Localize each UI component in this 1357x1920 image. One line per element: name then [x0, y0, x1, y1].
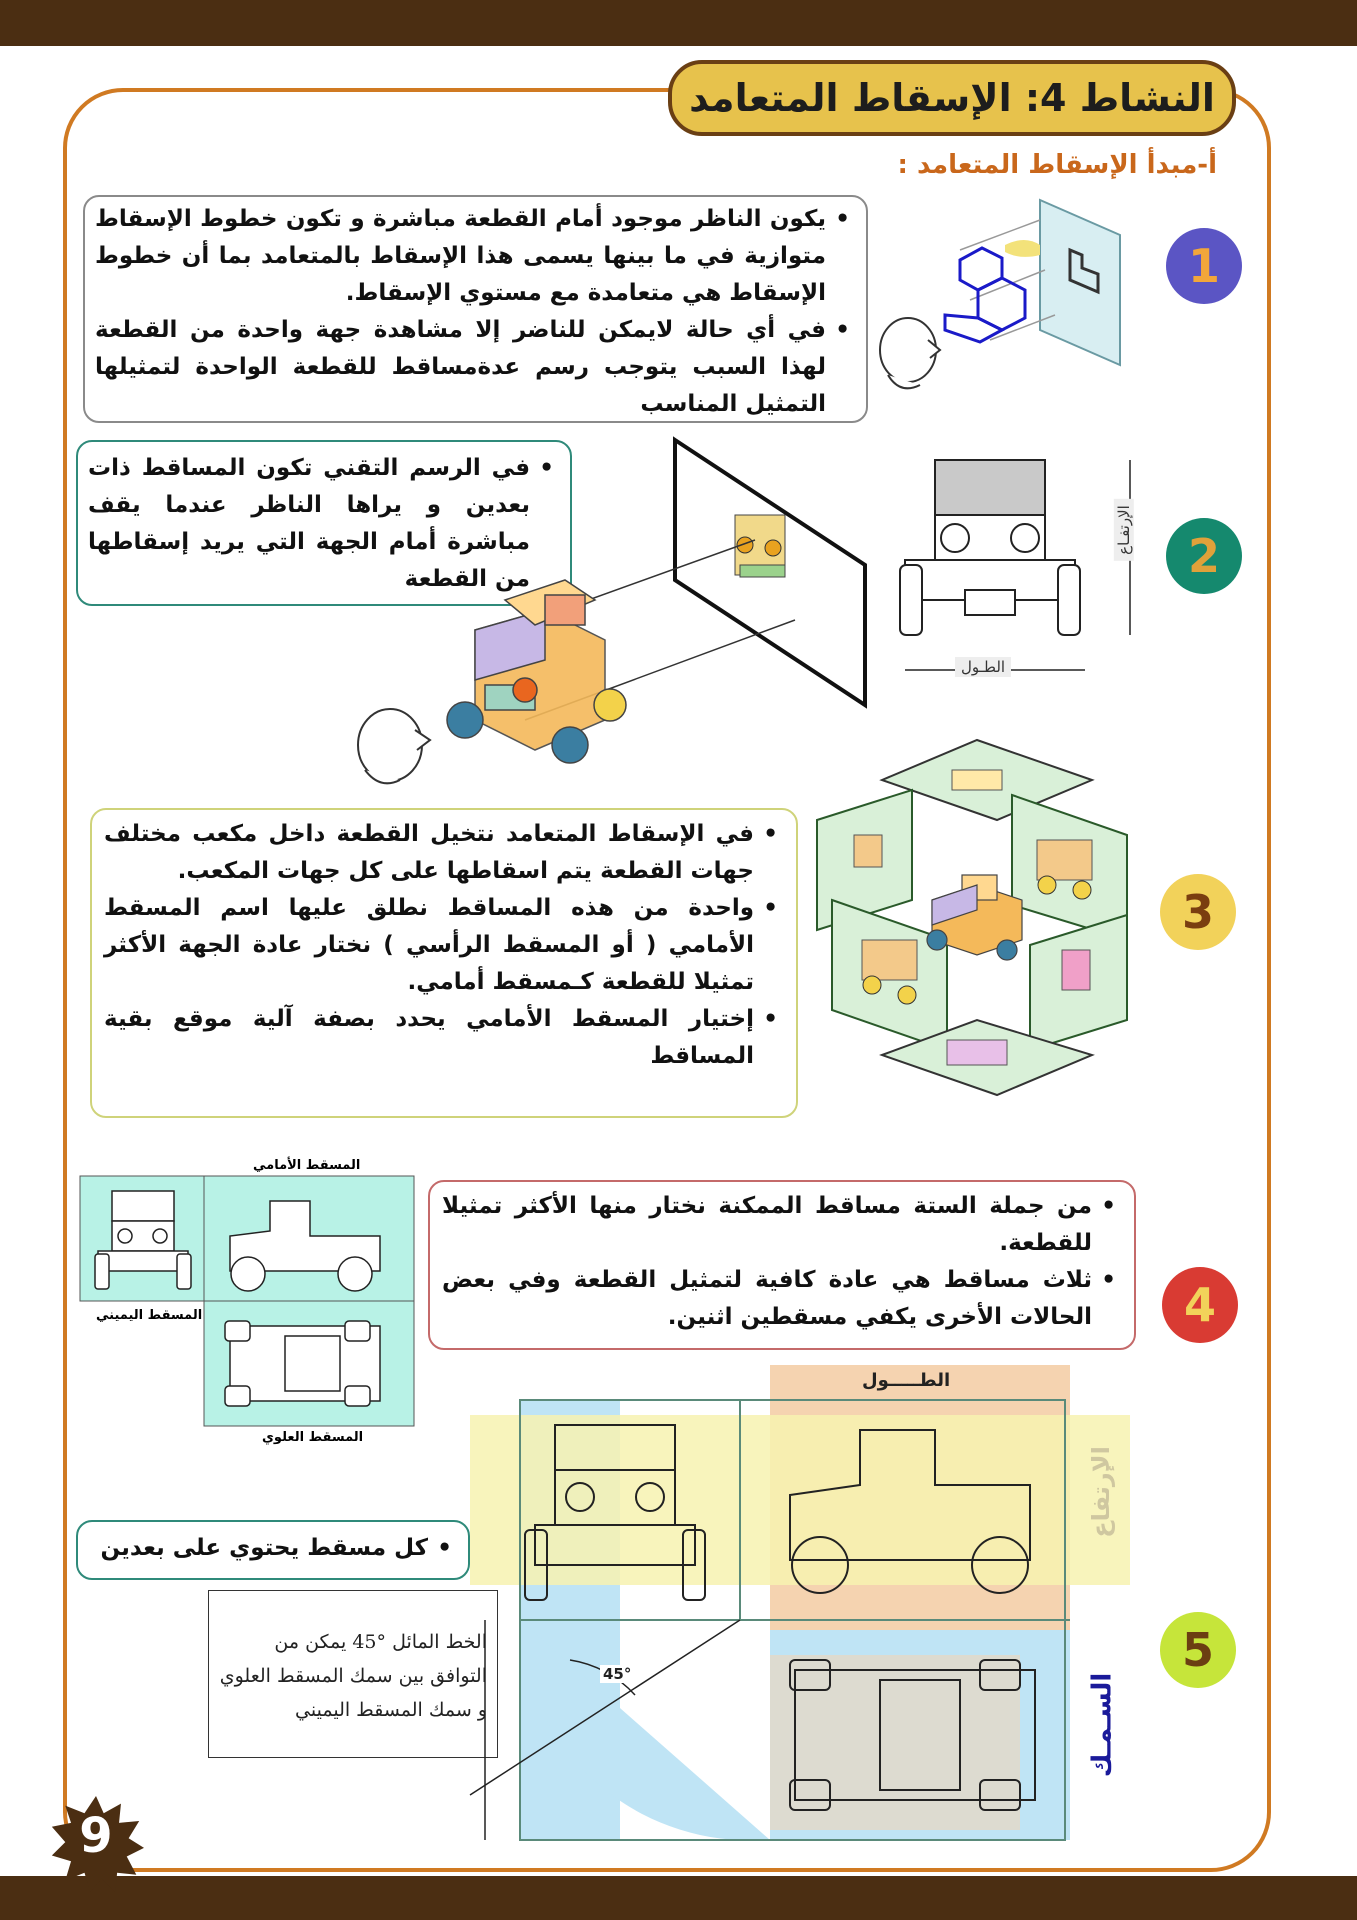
step5-dimension-projection-drawing [470, 1365, 1150, 1845]
step3-bullet: • واحدة من هذه المساقط نطلق عليها اسم المسقط الأمامي ( أو المسقط الرأسي ) نختار عادة الجهة الأكثر تمثيلا للقطعة كـمسقط أمامي. [104, 890, 754, 1001]
car-isometric-icon [447, 580, 626, 763]
step1-number-badge [1166, 228, 1242, 304]
step2-bullet: • في الرسم التقني تكون المساقط ذات بعدين و يراها الناظر عندما يقف مباشرة أمام الجهة التي يريد إسقاطها من القطعة [88, 450, 530, 598]
step4-number: 4 [1183, 1278, 1216, 1332]
step5-note-line: التوافق بين سمك المسقط العلوي [219, 1665, 487, 1687]
step4-bullet: • ثلاث مساقط هي عادة كافية لتمثيل القطعة وفي بعض الحالات الأخرى يكفي مسقطين اثنين. [442, 1262, 1092, 1336]
step2-front-view-drawing [895, 455, 1145, 685]
step1-bullet: • في أي حالة لايمكن للناضر إلا مشاهدة جهة واحدة من القطعة لهذا السبب يتوجب رسم عدةمساقط للقطعة الواحدة لتمثيلها التمثيل المناسب [95, 312, 826, 423]
page-title: النشاط 4: الإسقاط المتعامد [689, 76, 1215, 120]
step3-number: 3 [1181, 885, 1214, 939]
step3-bullet: • إختيار المسقط الأمامي يحدد بصفة آلية موقع بقية المساقط [104, 1001, 754, 1075]
step1-illustration [870, 190, 1130, 400]
step2-height-label: الإرتفـاع [1114, 499, 1134, 561]
step2-number-badge [1166, 518, 1242, 594]
section-subtitle: أ-مبدأ الإسقاط المتعامد : [897, 150, 1217, 180]
step5-note-box [208, 1590, 498, 1758]
step1-number: 1 [1187, 239, 1220, 293]
step5-thickness-label: السـمـك [1087, 1672, 1118, 1778]
viewer-head-icon [358, 709, 430, 783]
step4-front-view-label: المسقط الأمامي [253, 1158, 361, 1173]
step5-note-line: و سمك المسقط اليميني [295, 1699, 487, 1721]
step4-three-views-drawing [80, 1176, 420, 1430]
step1-bullet: • يكون الناظر موجود أمام القطعة مباشرة و تكون خطوط الإسقاط متوازية في ما بينها يسمى هذا الإسقاط بالمتعامد بما أن خطوط الإسقاط هي متعامدة مع مستوي الإسقاط. [95, 201, 826, 312]
step1-textbox [83, 195, 868, 423]
car-isometric-icon [927, 875, 1022, 960]
bottom-band [0, 1876, 1357, 1920]
step5-bullet: • كل مسقط يحتوي على بعدين [88, 1530, 428, 1567]
step3-number-badge [1160, 874, 1236, 950]
step4-textbox [428, 1180, 1136, 1350]
step4-top-view-label: المسقط العلوي [262, 1430, 364, 1445]
step5-length-label: الطـــــول [862, 1370, 951, 1391]
step5-height-label: الإرتفاع [1086, 1446, 1115, 1538]
step2-number: 2 [1187, 529, 1220, 583]
step5-number: 5 [1181, 1623, 1214, 1677]
viewer-head-icon [880, 318, 940, 388]
activity-title-box [668, 60, 1236, 136]
step4-right-view-label: المسقط اليميني [96, 1308, 203, 1323]
step2-projection-illustration [345, 430, 885, 800]
step5-textbox [76, 1520, 470, 1580]
step3-bullet: • في الإسقاط المتعامد نتخيل القطعة داخل مكعب مختلف جهات القطعة يتم اسقاطها على كل جهات المكعب. [104, 816, 754, 890]
step4-bullet: • من جملة الستة مساقط الممكنة نختار منها الأكثر تمثيلا للقطعة. [442, 1188, 1092, 1262]
step5-angle-label: 45° [600, 1665, 634, 1683]
step3-textbox [90, 808, 798, 1118]
top-band [0, 0, 1357, 46]
step5-note-line: الخط المائل °45 يمكن من [274, 1631, 487, 1653]
page-number: 9 [79, 1808, 113, 1864]
step2-length-label: الطـول [955, 657, 1011, 677]
step3-cube-projection-illustration [812, 740, 1142, 1115]
step4-number-badge [1162, 1267, 1238, 1343]
step5-number-badge [1160, 1612, 1236, 1688]
